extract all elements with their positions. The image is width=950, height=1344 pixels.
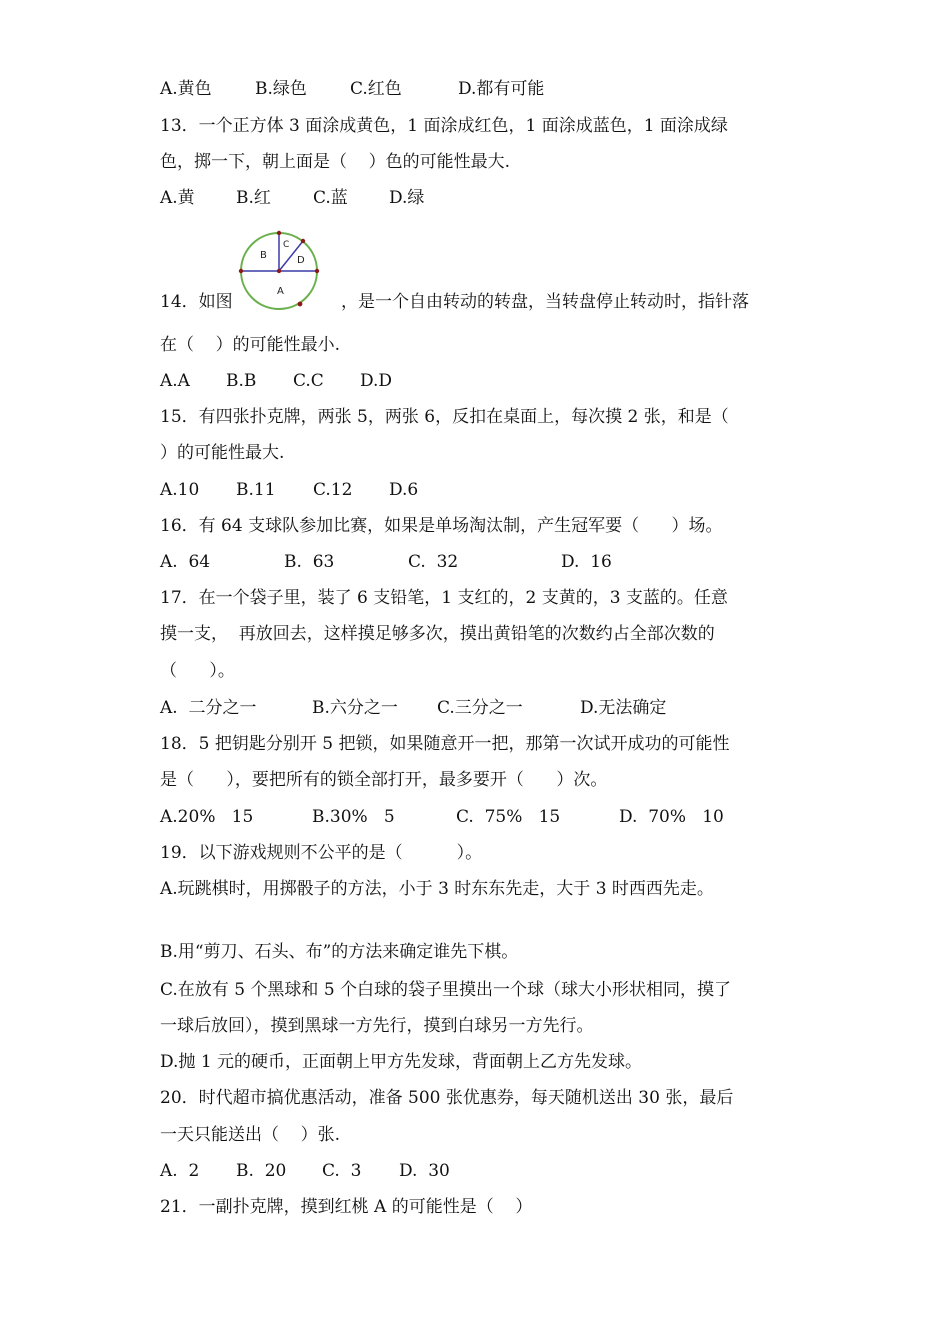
q19-option-b: B.用“剪刀、石头、布”的方法来确定谁先下棋。 [160, 942, 519, 962]
q17-option-a: A. 二分之一 [160, 698, 257, 718]
spinner-dot-bottom [298, 302, 303, 307]
q17-option-d: D.无法确定 [580, 698, 667, 718]
q20-option-d: D. 30 [399, 1161, 450, 1181]
q13-option-c: C.蓝 [313, 188, 348, 208]
q15-option-d: D.6 [389, 480, 419, 500]
q14-option-c: C.C [293, 371, 324, 391]
q17-option-c: C.三分之一 [437, 698, 523, 718]
q14-option-a: A.A [160, 371, 190, 391]
spinner-label-a: A [277, 286, 284, 297]
q17-line-1: 17．在一个袋子里，装了 6 支铅笔，1 支红的，2 支黄的，3 支蓝的。任意 [160, 588, 728, 608]
q16-option-d: D. 16 [561, 552, 612, 572]
q20-line-1: 20．时代超市搞优惠活动，准备 500 张优惠券，每天随机送出 30 张，最后 [160, 1088, 734, 1108]
q20-line-2: 一天只能送出（ ）张. [160, 1125, 341, 1145]
q13-line-1: 13．一个正方体 3 面涂成黄色，1 面涂成红色，1 面涂成蓝色，1 面涂成绿 [160, 116, 728, 136]
q15-line-1: 15．有四张扑克牌，两张 5，两张 6，反扣在桌面上，每次摸 2 张，和是（ [160, 407, 729, 427]
q14-option-b: B.B [226, 371, 257, 391]
q19-option-c-line-2: 一球后放回），摸到黑球一方先行，摸到白球另一方先行。 [160, 1016, 594, 1036]
q19-option-a: A.玩跳棋时，用掷骰子的方法，小于 3 时东东先走，大于 3 时西西先走。 [160, 879, 714, 899]
q13-line-2: 色，掷一下，朝上面是（ ）色的可能性最大. [160, 152, 511, 172]
q16-line-1: 16．有 64 支球队参加比赛，如果是单场淘汰制，产生冠军要（ ）场。 [160, 516, 723, 536]
q19-option-c-line-1: C.在放有 5 个黑球和 5 个白球的袋子里摸出一个球（球大小形状相同，摸了 [160, 980, 732, 1000]
q19-option-d: D.抛 1 元的硬币，正面朝上甲方先发球，背面朝上乙方先发球。 [160, 1052, 643, 1072]
q18-option-d: D. 70% 10 [619, 807, 724, 827]
spinner-dot-top [277, 231, 281, 235]
q15-line-2: ）的可能性最大. [160, 443, 285, 463]
q15-option-b: B.11 [236, 480, 276, 500]
spinner-label-b: B [260, 250, 267, 261]
q17-line-2: 摸一支， 再放回去，这样摸足够多次，摸出黄铅笔的次数约占全部次数的 [160, 624, 715, 644]
q16-option-a: A. 64 [160, 552, 211, 572]
q12-option-b: B.绿色 [255, 79, 307, 99]
spinner-dot-diagonal [301, 239, 305, 243]
q17-line-3: （ ）。 [160, 661, 235, 681]
q12-option-a: A.黄色 [160, 79, 212, 99]
q20-option-c: C. 3 [322, 1161, 362, 1181]
q21-line-1: 21．一副扑克牌，摸到红桃 A 的可能性是（ ） [160, 1197, 533, 1217]
q17-option-b: B.六分之一 [312, 698, 398, 718]
spinner-figure [236, 228, 322, 314]
q18-option-c: C. 75% 15 [456, 807, 561, 827]
q18-line-2: 是（ ），要把所有的锁全部打开，最多要开（ ）次。 [160, 770, 608, 790]
q13-option-d: D.绿 [389, 188, 425, 208]
spinner-label-c: C [283, 240, 290, 250]
spinner-dot-left [239, 269, 243, 273]
q15-option-a: A.10 [160, 480, 200, 500]
q20-option-b: B. 20 [236, 1161, 287, 1181]
q18-option-b: B.30% 5 [312, 807, 395, 827]
q14-line-2: 在（ ）的可能性最小. [160, 335, 341, 355]
q14-prefix: 14．如图 [160, 292, 233, 312]
q15-option-c: C.12 [313, 480, 353, 500]
q19-line-1: 19．以下游戏规则不公平的是（ ）。 [160, 843, 483, 863]
q14-option-d: D.D [360, 371, 393, 391]
q14-line-1: ，是一个自由转动的转盘，当转盘停止转动时，指针落 [341, 292, 749, 312]
q20-option-a: A. 2 [160, 1161, 200, 1181]
q18-line-1: 18．5 把钥匙分别开 5 把锁，如果随意开一把，那第一次试开成功的可能性 [160, 734, 730, 754]
q13-option-b: B.红 [236, 188, 271, 208]
q16-option-b: B. 63 [284, 552, 335, 572]
spinner-center-dot [277, 269, 281, 273]
spinner-label-d: D [297, 255, 305, 266]
q18-option-a: A.20% 15 [160, 807, 254, 827]
q12-option-d: D.都有可能 [458, 79, 545, 99]
q13-option-a: A.黄 [160, 188, 195, 208]
q12-option-c: C.红色 [350, 79, 402, 99]
q16-option-c: C. 32 [408, 552, 459, 572]
spinner-dot-right [315, 269, 319, 273]
